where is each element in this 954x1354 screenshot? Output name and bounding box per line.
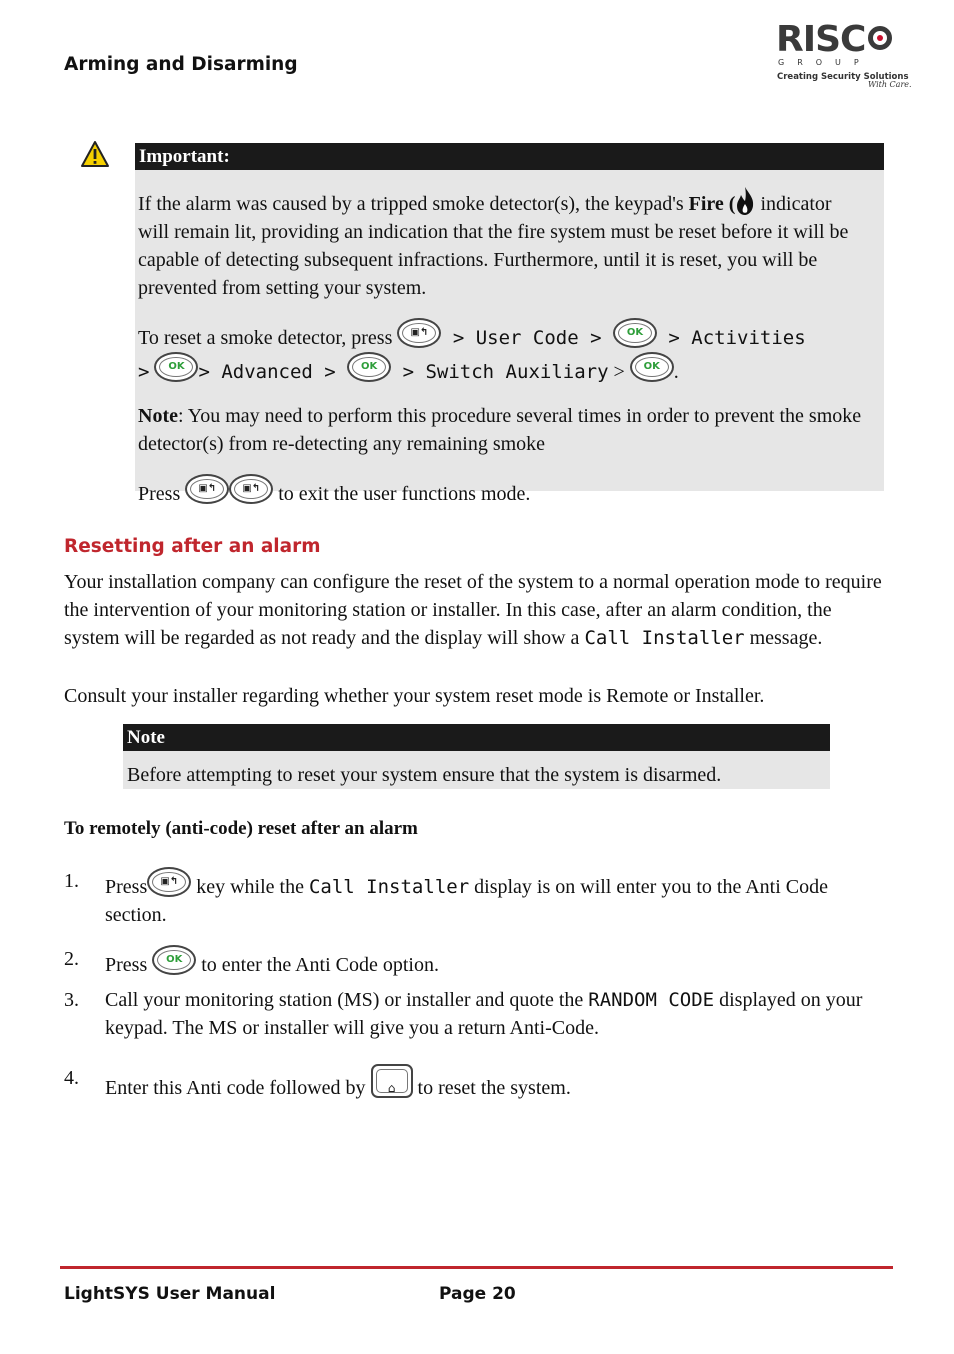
reset-sequence: To reset a smoke detector, press ▣↰ > User Code > OK > Activities > OK > Advanced > OK > Switch Auxiliary > OK . bbox=[138, 318, 864, 386]
risco-logo bbox=[776, 20, 916, 92]
note-box bbox=[123, 724, 830, 789]
resetting-consult: Consult your installer regarding whether your system reset mode is Remote or Installer. bbox=[64, 685, 765, 707]
fire-icon bbox=[735, 186, 755, 216]
logo-word: RISC bbox=[776, 19, 866, 60]
resetting-heading: Resetting after an alarm bbox=[64, 536, 321, 557]
back-key-icon: ▣↰ bbox=[147, 867, 191, 897]
logo-tagline: Creating Security Solutions bbox=[777, 72, 909, 82]
footer-divider bbox=[60, 1266, 893, 1269]
footer-manual-title: LightSYS User Manual bbox=[64, 1284, 276, 1304]
warning-icon bbox=[80, 140, 110, 168]
resetting-intro: Your installation company can configure the reset of the system to a normal operation mode to require the intervention of your monitoring station or installer. In this case, after an alarm condition, the system will be regarded as not ready and the display will show a Call Installer message. bbox=[64, 571, 882, 649]
ok-key-icon: OK bbox=[347, 352, 391, 382]
important-box bbox=[135, 143, 884, 505]
logo-o-icon bbox=[868, 26, 892, 50]
procedure-heading: To remotely (anti-code) reset after an alarm bbox=[64, 818, 418, 839]
section-title: Arming and Disarming bbox=[64, 54, 298, 75]
ok-key-icon: OK bbox=[154, 352, 198, 382]
logo-tagline-script: With Care. bbox=[868, 80, 912, 89]
home-key-icon: ⌂ bbox=[371, 1064, 413, 1098]
important-title: Important: bbox=[135, 143, 884, 170]
ok-key-icon: OK bbox=[152, 945, 196, 975]
important-note: Note: You may need to perform this procedure several times in order to prevent the smoke detector(s) from re-detecting any remaining smoke bbox=[138, 405, 862, 455]
back-key-icon: ▣↰ bbox=[397, 318, 441, 348]
note-text: Before attempting to reset your system ensure that the system is disarmed. bbox=[127, 764, 722, 786]
exit-instruction: Press ▣↰ ▣↰ to exit the user functions mode. bbox=[138, 474, 864, 508]
important-paragraph: If the alarm was caused by a tripped smoke detector(s), the keypad's Fire ( indicator will remain lit, providing an indication that the fire system must be reset before it will be capable of detecting subsequent infractions. Furthermore, until it is reset, you will be prevented from setting your system. bbox=[138, 186, 864, 302]
note-title: Note bbox=[123, 724, 830, 751]
footer-page-number: Page 20 bbox=[439, 1284, 516, 1304]
back-key-icon: ▣↰ bbox=[229, 474, 273, 504]
logo-group: GROUP bbox=[778, 58, 872, 67]
ok-key-icon: OK bbox=[630, 352, 674, 382]
ok-key-icon: OK bbox=[613, 318, 657, 348]
back-key-icon: ▣↰ bbox=[185, 474, 229, 504]
